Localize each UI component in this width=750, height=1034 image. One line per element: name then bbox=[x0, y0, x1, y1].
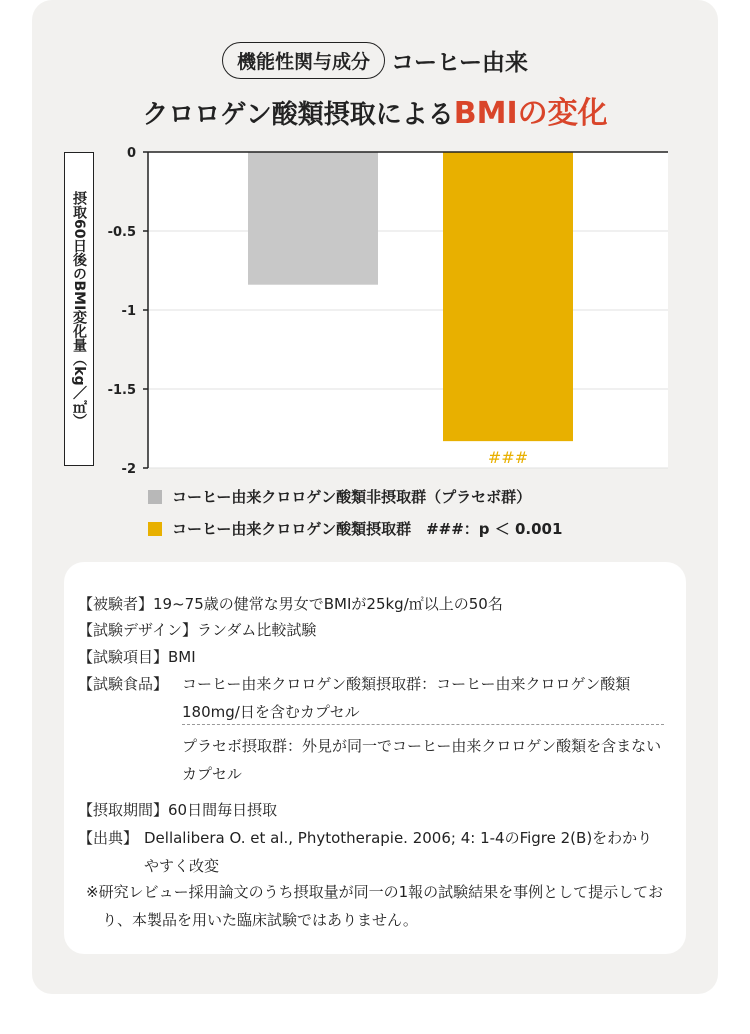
info-source-label: 【出典】 bbox=[78, 829, 139, 847]
info-period: 【摂取期間】60日間毎日摂取 bbox=[78, 801, 278, 819]
info-source-text: Dellalibera O. et al., Phytotherapie. 2006; 4: 1-4のFigre 2(B)をわかりやすく改変 bbox=[144, 829, 653, 875]
y-tick-label: -1.5 bbox=[107, 383, 136, 398]
bar-intake bbox=[443, 152, 573, 441]
study-info-panel bbox=[64, 562, 686, 954]
info-divider bbox=[182, 724, 664, 725]
bmi-bar-chart bbox=[96, 140, 676, 480]
title-line-1-text: コーヒー由来 bbox=[390, 50, 529, 76]
legend-swatch-intake bbox=[148, 522, 162, 536]
title-line-2-main: クロロゲン酸類摂取による bbox=[142, 100, 454, 130]
title-line-1 bbox=[0, 42, 750, 79]
y-tick-label: -1 bbox=[121, 304, 136, 319]
title-line-2 bbox=[0, 88, 750, 132]
title-line-2-accent: BMIの変化 bbox=[453, 96, 608, 131]
significance-annotation: ### bbox=[487, 448, 529, 468]
functional-ingredient-pill: 機能性関与成分 bbox=[222, 42, 385, 79]
y-axis-label: 摂取60日後のBMI変化量（kg／㎡） bbox=[71, 190, 87, 428]
info-placebo-text: プラセボ摂取群：外見が同一でコーヒー由来クロロゲン酸類を含まないカプセル bbox=[182, 737, 662, 783]
bar-placebo bbox=[248, 152, 378, 285]
legend-swatch-placebo bbox=[148, 490, 162, 504]
info-note: ※研究レビュー採用論文のうち摂取量が同一の1報の試験結果を事例として提示しており、本製品を用いた臨床試験ではありません。 bbox=[86, 883, 664, 929]
legend-item-intake bbox=[148, 518, 562, 539]
y-tick-label: 0 bbox=[126, 146, 136, 161]
info-design: 【試験デザイン】ランダム比較試験 bbox=[78, 621, 317, 639]
info-item: 【試験項目】BMI bbox=[78, 648, 196, 666]
info-food-label: 【試験食品】 bbox=[78, 675, 169, 693]
info-subjects: 【被験者】19~75歳の健常な男女でBMIが25kg/㎡以上の50名 bbox=[78, 595, 503, 613]
legend-item-placebo bbox=[148, 486, 531, 507]
y-tick-label: -2 bbox=[121, 462, 136, 477]
y-tick-label: -0.5 bbox=[107, 225, 136, 240]
legend-label-intake: コーヒー由来クロロゲン酸類摂取群 ###：p ＜ 0.001 bbox=[172, 520, 563, 538]
info-food-text: コーヒー由来クロロゲン酸類摂取群：コーヒー由来クロロゲン酸類180mg/日を含むカプセル bbox=[182, 675, 631, 721]
y-axis-label-box bbox=[64, 152, 94, 466]
legend-label-placebo: コーヒー由来クロロゲン酸類非摂取群（プラセボ群） bbox=[172, 488, 532, 506]
